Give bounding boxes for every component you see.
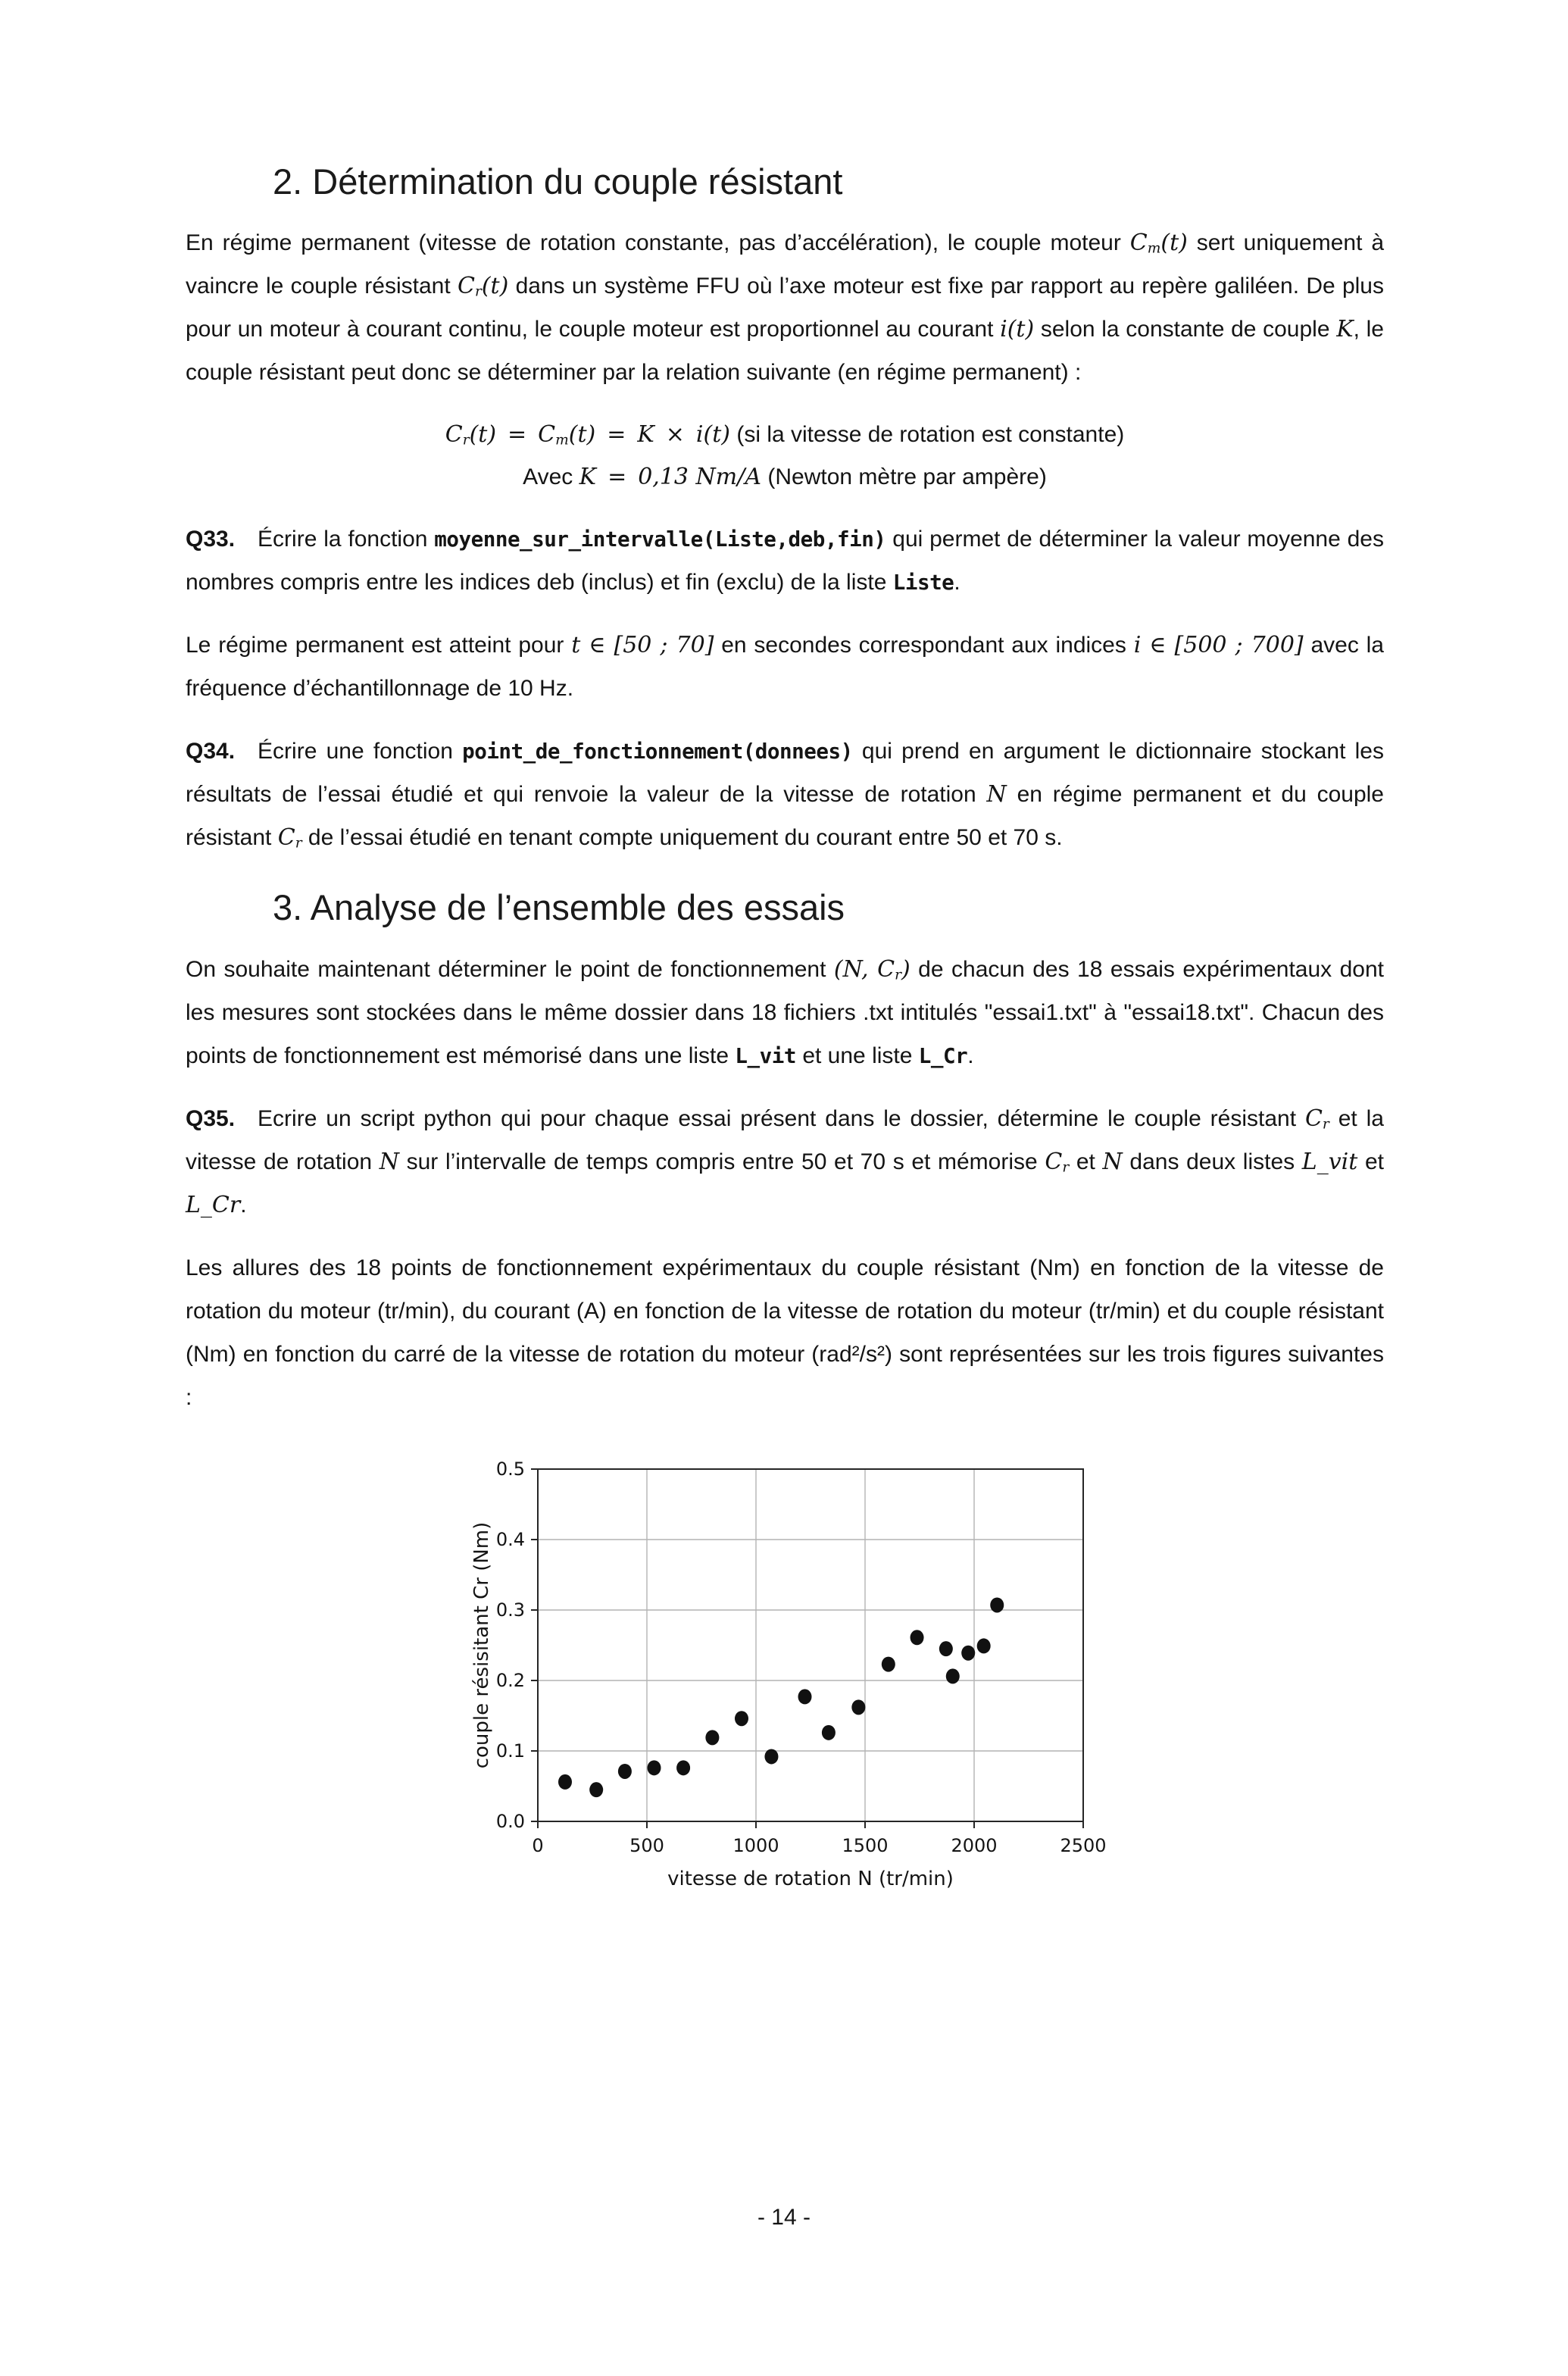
- text-run: L_vit: [735, 1043, 796, 1068]
- section-2-heading: 2. Détermination du couple résistant: [273, 161, 843, 202]
- text-run: m: [555, 432, 569, 449]
- text-run: de l’essai étudié en tenant compte uniquement du courant entre 50 et 70 s.: [301, 825, 1063, 851]
- text-run: C: [445, 421, 463, 449]
- text-run: C: [1045, 1148, 1063, 1175]
- data-point: [618, 1764, 632, 1779]
- text-run: i ∈ [500 ; 700]: [1133, 632, 1304, 659]
- text-run: (t) = K × i(t): [568, 421, 730, 449]
- x-tick-label: 1000: [732, 1834, 779, 1856]
- data-point: [990, 1597, 1004, 1612]
- text-run: r: [1062, 1159, 1070, 1176]
- text-run: Les allures des 18 points de fonctionnement expérimentaux du couple résistant (Nm) en fonction de la vitesse de rotation du moteur (tr/min), du courant (A) en fonction de la vitesse de rotation du moteur (tr/min) et du couple résistant (Nm) en fonction du carré de la vitesse de rotation du moteur (rad²/s²) sont représentées sur les trois figures suivantes :: [186, 1255, 1384, 1410]
- x-tick-label: 500: [629, 1834, 664, 1856]
- scatter-figure: [470, 1439, 1129, 1893]
- data-point: [735, 1711, 748, 1726]
- y-axis-label: couple résisitant Cr (Nm): [470, 1521, 493, 1769]
- text-run: L_Cr: [186, 1191, 241, 1218]
- text-run: r: [895, 967, 901, 983]
- text-run: sur l’intervalle de temps compris entre 50 et 70 s et mémorise: [398, 1149, 1045, 1174]
- section-2-intro-paragraph: [186, 221, 1384, 394]
- text-run: et: [1069, 1149, 1103, 1174]
- text-run: r: [462, 432, 470, 449]
- document-page: [0, 161, 1568, 2376]
- regime-permanent-paragraph: [186, 624, 1384, 710]
- text-run: .: [240, 1192, 247, 1218]
- question-35-paragraph: [186, 1097, 1384, 1227]
- data-point: [705, 1730, 719, 1745]
- text-run: (si la vitesse de rotation est constante): [730, 422, 1125, 448]
- text-run: Liste: [892, 570, 954, 596]
- equation-block: [186, 414, 1384, 498]
- text-run: C: [457, 273, 475, 300]
- text-run: Écrire la fonction: [235, 527, 435, 552]
- text-run: Q35.: [186, 1105, 236, 1131]
- text-run: et une liste: [795, 1043, 919, 1068]
- text-run: N: [379, 1148, 399, 1175]
- text-run: de chacun des 18 essais expérimentaux dont les mesures sont stockées dans le même dossier dans 18 fichiers .txt intitulés "essai1.txt" à "essai18.txt". Chacun des points de fonctionnement est mémorisé dans une liste: [186, 956, 1385, 1068]
- text-run: (t): [1160, 230, 1188, 257]
- equation-line-2: [186, 456, 1384, 499]
- figures-intro-paragraph: [186, 1246, 1384, 1419]
- x-axis-label: vitesse de rotation N (tr/min): [667, 1867, 954, 1890]
- text-run: C: [277, 824, 295, 852]
- text-run: Le régime permanent est atteint pour: [186, 633, 572, 658]
- x-tick-label: 2500: [1060, 1834, 1107, 1856]
- text-run: L_vit: [1301, 1148, 1358, 1175]
- y-tick-label: 0.0: [495, 1810, 525, 1832]
- data-point: [911, 1630, 924, 1645]
- data-point: [764, 1749, 778, 1764]
- data-point: [648, 1760, 661, 1775]
- text-run: .: [967, 1043, 974, 1068]
- text-run: m: [1147, 240, 1161, 257]
- text-run: avec la fréquence d’échantillonnage de 10 Hz.: [186, 633, 1384, 702]
- data-point: [558, 1774, 572, 1790]
- x-tick-label: 1500: [842, 1834, 889, 1856]
- question-34-paragraph: [186, 730, 1384, 859]
- text-run: (t) = C: [469, 421, 556, 449]
- text-run: en régime permanent et du couple résistant: [186, 782, 1384, 851]
- y-tick-label: 0.5: [495, 1458, 525, 1480]
- text-run: r: [295, 835, 302, 852]
- text-run: .: [954, 570, 960, 596]
- page-content: [0, 161, 1568, 1893]
- page-number: - 14 -: [757, 2205, 811, 2230]
- text-run: qui prend en argument le dictionnaire stockant les résultats de l’essai étudié et qui renvoie la valeur de la vitesse de rotation: [186, 739, 1384, 808]
- data-point: [939, 1641, 953, 1656]
- section-3-intro-paragraph: [186, 948, 1384, 1077]
- text-run: r: [1322, 1116, 1329, 1133]
- y-tick-label: 0.1: [495, 1740, 525, 1762]
- text-run: i(t): [1000, 316, 1035, 343]
- text-run: dans un système FFU où l’axe moteur est fixe par rapport au repère galiléen. De plus pour un moteur à courant continu, le couple moteur est proportionnel au courant: [186, 274, 1384, 342]
- question-33-paragraph: [186, 517, 1384, 604]
- section-3-heading: 3. Analyse de l’ensemble des essais: [273, 887, 845, 928]
- text-run: On souhaite maintenant déterminer le point de fonctionnement: [186, 956, 834, 982]
- y-tick-label: 0.2: [495, 1669, 525, 1691]
- text-run: K: [1336, 316, 1354, 343]
- data-point: [822, 1725, 836, 1740]
- text-run: N: [986, 781, 1007, 808]
- text-run: et: [1357, 1149, 1384, 1174]
- data-point: [961, 1646, 975, 1661]
- text-run: C: [1304, 1105, 1323, 1132]
- text-run: C: [1129, 230, 1148, 257]
- y-tick-label: 0.3: [495, 1599, 525, 1621]
- data-point: [676, 1760, 690, 1775]
- text-run: point_de_fonctionnement(donnees): [462, 739, 853, 764]
- data-point: [798, 1689, 812, 1704]
- text-run: dans deux listes: [1122, 1149, 1302, 1174]
- text-run: sert uniquement à vaincre le couple résistant: [186, 230, 1385, 299]
- y-tick-label: 0.4: [495, 1528, 525, 1550]
- data-point: [882, 1656, 895, 1671]
- text-run: Q34.: [186, 739, 236, 764]
- text-run: (Newton mètre par ampère): [761, 464, 1047, 489]
- text-run: en secondes correspondant aux indices: [714, 633, 1134, 658]
- text-run: En régime permanent (vitesse de rotation constante, pas d’accélération), le couple moteur: [186, 230, 1130, 256]
- text-run: (t): [481, 273, 509, 300]
- x-tick-label: 0: [532, 1834, 544, 1856]
- text-run: Q33.: [186, 527, 236, 552]
- text-run: qui permet de déterminer la valeur moyenne des nombres compris entre les indices deb (inclus) et fin (exclu) de la liste: [186, 527, 1384, 596]
- text-run: ): [901, 955, 911, 983]
- text-run: Écrire une fonction: [235, 739, 463, 764]
- text-run: moyenne_sur_intervalle(Liste,deb,fin): [434, 527, 886, 552]
- text-run: Avec: [523, 464, 579, 489]
- text-run: (N, C: [833, 955, 895, 983]
- text-run: et la vitesse de rotation: [186, 1105, 1384, 1174]
- data-point: [977, 1638, 991, 1653]
- data-point: [946, 1668, 960, 1684]
- text-run: t ∈ [50 ; 70]: [571, 632, 714, 659]
- text-run: selon la constante de couple: [1034, 317, 1337, 342]
- text-run: , le couple résistant peut donc se déterminer par la relation suivante (en régime permanent) :: [186, 317, 1384, 386]
- data-point: [851, 1699, 865, 1715]
- text-run: r: [474, 283, 482, 300]
- text-run: Ecrire un script python qui pour chaque essai présent dans le dossier, détermine le couple résistant: [235, 1105, 1305, 1131]
- x-tick-label: 2000: [951, 1834, 998, 1856]
- text-run: N: [1102, 1148, 1123, 1175]
- scatter-chart: [470, 1439, 1129, 1893]
- equation-line-1: [186, 414, 1384, 456]
- data-point: [589, 1782, 603, 1797]
- text-run: K = 0,13 Nm/A: [579, 463, 762, 490]
- text-run: L_Cr: [918, 1043, 968, 1068]
